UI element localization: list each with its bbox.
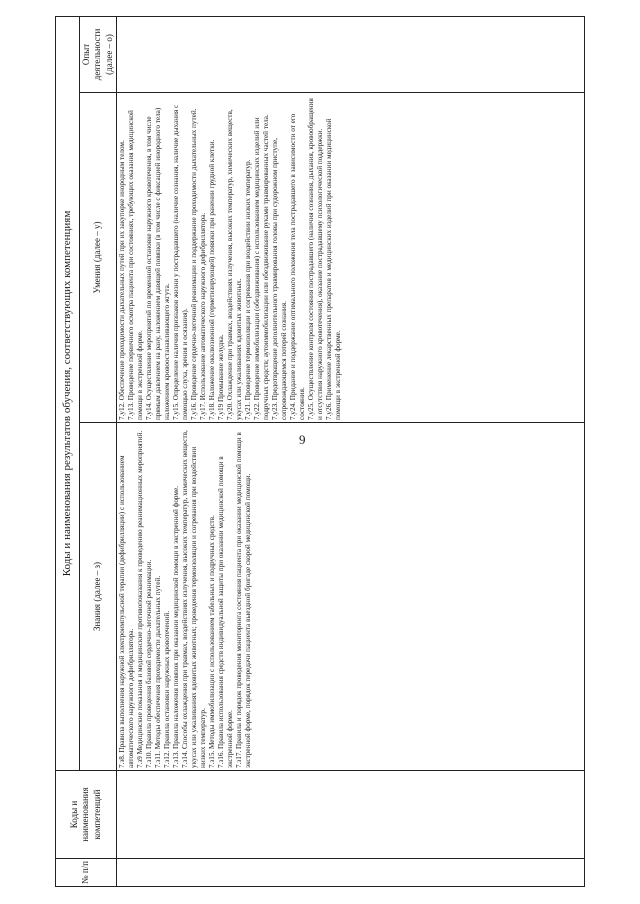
skill-item: 7.у14. Осуществление мероприятий по временной остановке наружного кровотечения, в том числе прямым давлением на рану, наложением давящей повязки (в том числе с фиксацией инородного тела) наложением кровоостанавливающего жгута. (144, 107, 171, 420)
skill-item: 7.у16. Проведение сердечно-легочной реанимации и поддержание проходимости дыхательных путей. (189, 108, 198, 420)
knowledge-item: 7.з13. Правила наложения повязок при оказании медицинской помощи в экстренной форме. (171, 486, 180, 768)
knowledge-item: 7.з9 Медицинские показания и медицинские противопоказания к проведению реанимационных мероприятий. (135, 430, 144, 768)
knowledge-item: 7.з14. Способы охлаждения при травмах, воздействиях излучения, высоких температур, химических веществ, укусах или ужаливаниях ядовитых животных; проведения термоизоляции и согревания при воздействии низких температур. (180, 430, 207, 768)
knowledge-item: 7.з17. Правила и порядок проведения мониторинга состояния пациента при оказании медицинской помощи в экстренной форме, порядок передачи пациента выездной бригаде скорой медицинской помощи. (234, 432, 252, 768)
knowledge-item: 7.з10. Правила проведения базовой сердечно-легочной реанимации. (144, 559, 153, 768)
skill-item: 7.у25. Осуществление контроля состояния пострадавшего (наличия сознания, дыхания, кровообращения и отсутствия наружного кровотечения), оказание пострадавшему психологической поддержки. (306, 98, 324, 420)
skill-item: 7.у17. Использование автоматического наружного дефибриллятора. (198, 212, 207, 420)
skills-cell (116, 93, 584, 423)
knowledge-cell (116, 423, 584, 771)
knowledge-item: 7.з11. Методы обеспечения проходимости дыхательных путей. (153, 575, 162, 768)
skill-item: 7.у20. Охлаждение при травмах, воздействиях излучения, высоких температур, химических веществ, укусах или ужаливаниях ядовитых животных. (225, 109, 243, 420)
header-experience: Опыт деятельности (далее – о) (80, 16, 117, 92)
skill-item: 7.у18. Наложение окклюзионной (герметизирующей) повязки при ранении грудной клетки. (207, 139, 216, 420)
skill-item: 7.у23. Предотвращение дополнительного травмирования головы при судорожном приступе, сопровождающемся потерей сознания. (270, 138, 288, 420)
header-knowledge: Знания (далее – з) (80, 423, 117, 771)
skill-item: 7.у13. Проведение первичного осмотра пациента при состояниях, требующих оказания медицинской помощи в экстренной форме. (126, 110, 144, 420)
knowledge-item: 7.з12. Правила остановки наружных кровотечений. (162, 610, 171, 768)
skill-item: 7.у26. Применение лекарственных препаратов и медицинских изделий при оказании медицинской помощи в экстренной форме. (324, 118, 342, 420)
table-row (116, 16, 584, 886)
skill-item: 7.у21. Проведение термоизоляции и согревания при воздействии низких температур. (243, 159, 252, 420)
skill-item: 7.у19 Промывание желудка. (216, 334, 225, 420)
cell-experience (116, 16, 584, 92)
header-code: Коды и наименования компетенций (56, 771, 117, 859)
knowledge-item: 7.з15. Методы иммобилизации с использованием табельных и подручных средств. (207, 515, 216, 768)
cell-code (116, 771, 584, 859)
rotated-table-wrapper (55, 17, 585, 887)
competency-table (55, 16, 585, 887)
header-skills: Умения (далее – у) (80, 93, 117, 423)
skill-item: 7.у15. Определение наличия признаков жизни у пострадавшего (наличие сознания, наличие дыхания с помощью слуха, зрения и осязания). (171, 104, 189, 420)
knowledge-item: 7.з16. Правила использования средств индивидуальной защиты при оказании медицинской помощи в экстренной форме. (216, 456, 234, 768)
knowledge-item: 7.з8. Правила выполнения наружной электроимпульсной терапии (дефибрилляции) с использованием автоматического наружного дефибриллятора. (117, 455, 135, 768)
skill-item: 7.у22. Проведение иммобилизации (обездвиживания) с использованием медицинских изделий или подручных средств; аутоиммобилизации или обездвиживание руками травмированных частей тела. (252, 114, 270, 420)
skill-item: 7.у12. Обеспечение проходимости дыхательных путей при их закупорке инородным телом. (117, 140, 126, 420)
page-number: 9 (299, 432, 306, 447)
skill-item: 7.у24. Придание и поддержание оптимального положения тела пострадавшего в зависимости от его состояния. (288, 113, 306, 420)
cell-num (116, 859, 584, 887)
header-group: Коды и наименования результатов обучения, соответствующих компетенциям (56, 16, 80, 770)
header-num: № п/п (56, 859, 117, 887)
